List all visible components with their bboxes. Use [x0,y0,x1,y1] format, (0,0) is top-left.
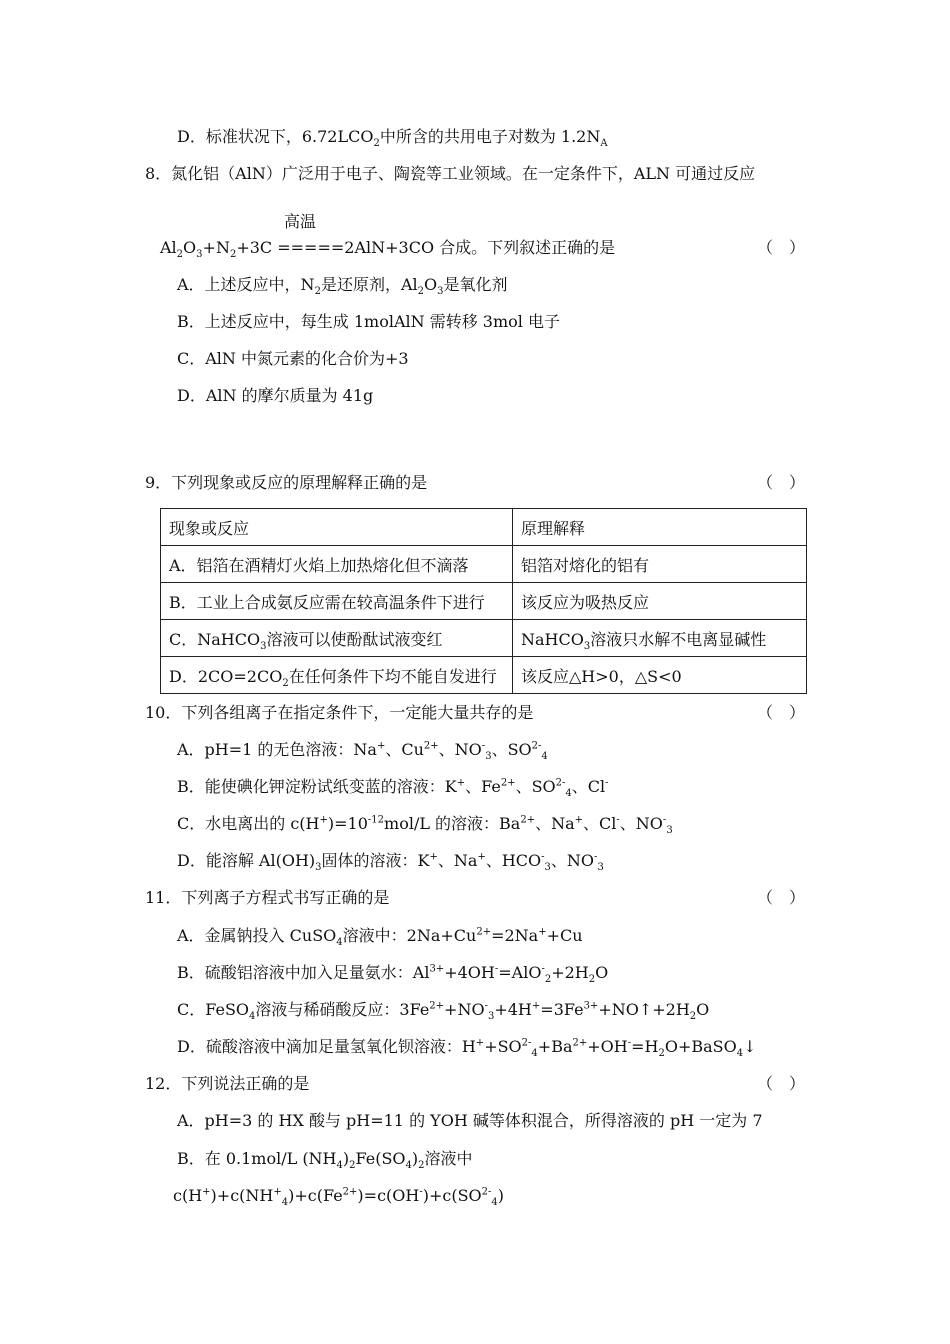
q10-option-b: B．能使碘化钾淀粉试纸变蓝的溶液：K+、$Fe^{2+}$、$SO^{2-}_4$、Cl- [177,777,609,800]
table-cell: B．工业上合成氨反应需在较高温条件下进行 [161,583,513,620]
q11-option-b: B．硫酸铝溶液中加入足量氨水：$Al^{3+}+4OH^-=AlO^-_2+2H_2O$ [177,963,609,986]
q11-stem: 11．下列离子方程式书写正确的是 [145,888,390,907]
q8-option-a: A．上述反应中，$N_2$是还原剂，$Al_2O_3$是氧化剂 [177,275,508,298]
table-row [161,583,807,620]
table-header-phenomenon: 现象或反应 [161,509,513,546]
table-row [161,620,807,657]
q10-stem: 10．下列各组离子在指定条件下，一定能大量共存的是 [145,703,534,722]
q10-option-c: C．水电离出的 $c(H^+)=10^{-12}mol/L$ 的溶液：$Ba^{2+}$、Na+、Cl-、$NO^-_3$ [177,814,673,837]
q8-option-c: C．AlN 中氮元素的化合价为+3 [177,349,409,368]
q8-answer-bracket[interactable]: （ ） [757,238,806,257]
table-header-row [161,509,807,546]
q12-stem: 12．下列说法正确的是 [145,1074,310,1093]
q11-answer-bracket[interactable]: （ ） [757,888,806,907]
q10-option-a: A．pH=1 的无色溶液：Na+、$Cu^{2+}$、$NO^-_3$、$SO^{2-}_4$ [177,740,548,763]
q10-answer-bracket[interactable]: （ ） [757,703,806,722]
q12-option-b: B．在 0.1mol/L $(NH_4)_2Fe(SO_4)_2$溶液中 [177,1149,473,1172]
q8-option-b: B．上述反应中，每生成 1molAlN 需转移 3mol 电子 [177,312,560,331]
q8-reaction-condition: 高温 [284,212,317,231]
table-cell: D．$2CO=2CO_2$在任何条件下均不能自发进行 [161,657,513,694]
q11-option-c: C．FeSO$_4$溶液与稀硝酸反应：$3Fe^{2+}+NO^-_3+4H^+=3Fe^{3+}+NO↑+2H_2O$ [177,1000,710,1023]
table-header-explanation: 原理解释 [513,509,807,546]
table-cell: 该反应△H>0，△S<0 [513,657,807,694]
table-cell: NaHCO$_3$溶液只水解不电离显碱性 [513,620,807,657]
q11-option-a: A．金属钠投入 CuSO$_4$溶液中：$2Na+Cu^{2+}=2Na^++Cu$ [177,926,583,949]
table-row [161,657,807,694]
q8-stem: 8．氮化铝（AlN）广泛用于电子、陶瓷等工业领域。在一定条件下，ALN 可通过反应 [145,164,756,183]
q8-option-d: D．AlN 的摩尔质量为 41g [177,386,374,405]
q12-option-b-equation: $c(H^+)+c(NH^+_4)+c(Fe^{2+})=c(OH^-)+c(SO^{2-}_4)$ [173,1186,505,1209]
q11-option-d: D．硫酸溶液中滴加足量氢氧化钡溶液：$H^++SO^{2-}_4+Ba^{2+}+OH^-=H_2O+BaSO_4↓$ [177,1037,757,1060]
table-cell: 铝箔对熔化的铝有 [513,546,807,583]
table-cell: C．NaHCO$_3$溶液可以使酚酞试液变红 [161,620,513,657]
q7-option-d: D．标准状况下，$6.72LCO_2$中所含的共用电子对数为 $1.2N_A$ [177,127,608,150]
table-cell: A．铝箔在酒精灯火焰上加热熔化但不滴落 [161,546,513,583]
q9-stem: 9．下列现象或反应的原理解释正确的是 [145,473,428,492]
table-cell: 该反应为吸热反应 [513,583,807,620]
q12-option-a: A．pH=3 的 HX 酸与 pH=11 的 YOH 碱等体积混合，所得溶液的 pH 一定为 7 [177,1111,763,1130]
q10-option-d: D．能溶解 $Al(OH)_3$固体的溶液：K+、Na+、$HCO^-_3$、$NO^-_3$ [177,851,604,874]
q9-table [160,508,807,694]
table-row [161,546,807,583]
q9-answer-bracket[interactable]: （ ） [757,473,806,492]
q8-equation: $Al_2O_3+N_2+3C =====2AlN+3CO$ 合成。下列叙述正确的是 [160,238,616,261]
q12-answer-bracket[interactable]: （ ） [757,1074,806,1093]
